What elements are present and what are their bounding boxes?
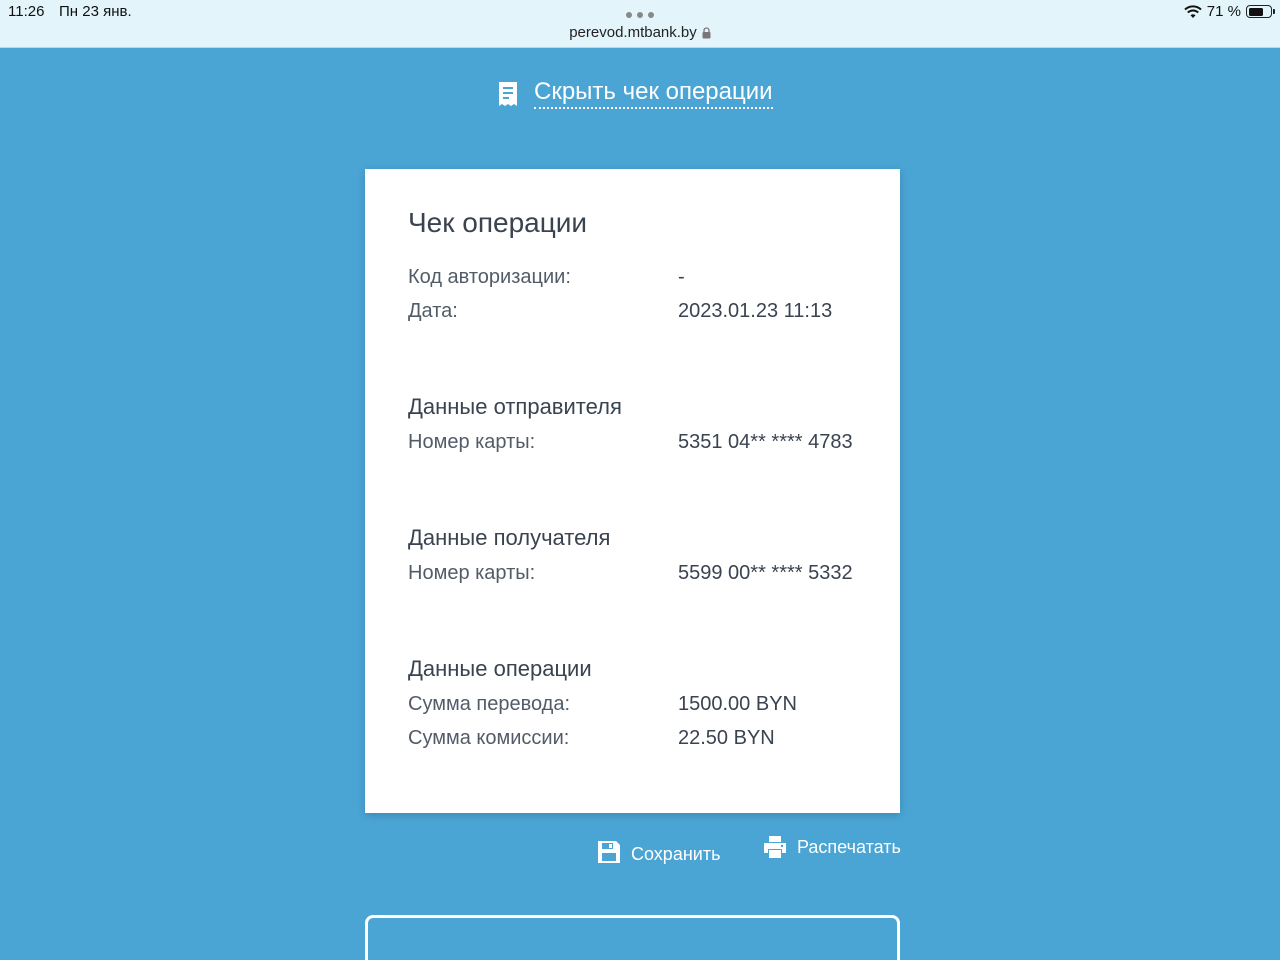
- browser-top-bar: [0, 0, 1280, 48]
- battery-fill: [1249, 8, 1264, 16]
- receipt-icon: [498, 81, 518, 107]
- fee-row: [408, 727, 878, 755]
- status-time: 11:26: [8, 3, 45, 20]
- fee-value: 22.50 BYN: [678, 727, 775, 749]
- recipient-card-row: [408, 562, 878, 590]
- save-label: Сохранить: [631, 844, 721, 864]
- auth-code-label: Код авторизации:: [408, 266, 571, 288]
- print-label: Распечатать: [797, 836, 901, 857]
- auth-code-row: [408, 266, 878, 294]
- auth-code-value: -: [678, 266, 685, 288]
- address-bar[interactable]: [0, 24, 1280, 41]
- date-row: [408, 300, 878, 328]
- status-indicators: [1184, 3, 1272, 20]
- operation-heading: Данные операции: [408, 656, 592, 681]
- printer-icon: [763, 835, 787, 859]
- sender-card-label: Номер карты:: [408, 431, 536, 453]
- wifi-icon: [1184, 5, 1202, 19]
- receipt-card: [365, 169, 900, 813]
- hide-receipt-label[interactable]: Скрыть чек операции: [534, 78, 773, 109]
- lock-icon: [702, 27, 711, 39]
- sender-heading: Данные отправителя: [408, 394, 622, 419]
- floppy-disk-icon: [597, 840, 621, 864]
- status-date: Пн 23 янв.: [59, 3, 132, 20]
- sender-card-row: [408, 431, 878, 459]
- fee-label: Сумма комиссии:: [408, 727, 570, 749]
- date-value: 2023.01.23 11:13: [678, 300, 833, 322]
- recipient-card-value: 5599 00** **** 5332: [678, 562, 853, 584]
- recipient-card-label: Номер карты:: [408, 562, 536, 584]
- receipt-title: Чек операции: [408, 207, 588, 238]
- more-dots-icon[interactable]: [626, 12, 654, 18]
- print-button[interactable]: [763, 835, 901, 859]
- bottom-action-button[interactable]: [365, 915, 900, 960]
- url-text: perevod.mtbank.by: [569, 24, 697, 41]
- battery-percent: 71 %: [1206, 3, 1241, 20]
- amount-value: 1500.00 BYN: [678, 693, 797, 715]
- date-label: Дата:: [408, 300, 458, 322]
- save-button[interactable]: [597, 838, 720, 865]
- hide-receipt-link[interactable]: [498, 78, 773, 109]
- sender-card-value: 5351 04** **** 4783: [678, 431, 853, 453]
- amount-row: [408, 693, 878, 721]
- battery-icon: [1246, 5, 1272, 18]
- amount-label: Сумма перевода:: [408, 693, 571, 715]
- recipient-heading: Данные получателя: [408, 525, 611, 550]
